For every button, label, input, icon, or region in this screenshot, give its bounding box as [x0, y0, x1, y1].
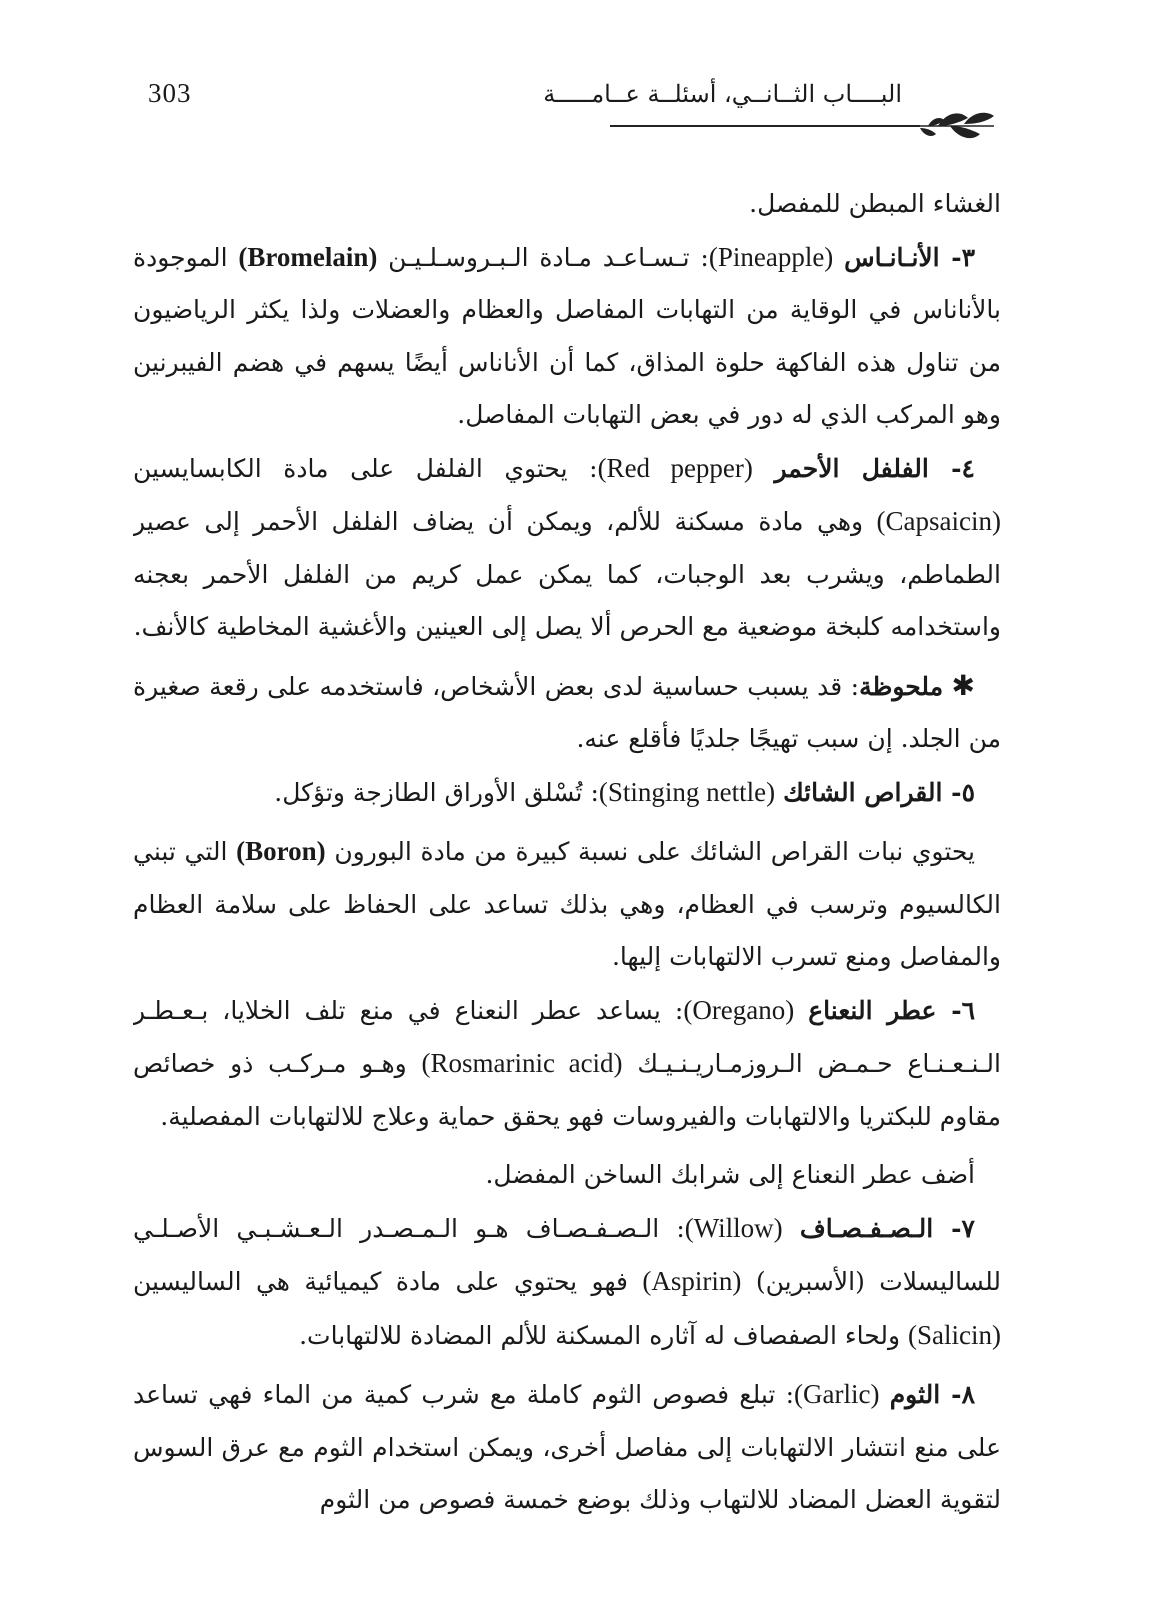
term-english: (Aspirin) — [642, 1266, 742, 1296]
paragraph-text: الـصـفـصـاف هـو الـمـصـدر الـعـشـبـي الأصـلـي للساليسلات (الأسبرين) — [133, 1213, 1001, 1296]
note-label: ملحوظة — [859, 671, 944, 701]
paragraph-garlic — [133, 1368, 1001, 1527]
colon: : — [850, 671, 860, 701]
term-english: (Red pepper) — [597, 452, 753, 483]
paragraph-text: يساعد عطر النعناع في منع تلف الخلايا، بـعـطـر الـنـعـنـاع حـمـض الـروزمـاريـنـيـك — [133, 995, 1001, 1078]
colon: : — [785, 1380, 795, 1409]
colon: : — [590, 777, 599, 807]
colon: : — [700, 242, 709, 272]
paragraph-text: ولحاء الصفصاف له آثاره المسكنة للألم المضادة للالتهابات. — [299, 1320, 901, 1350]
paragraph-boron — [133, 825, 1001, 984]
paragraph-text: التي تبني الكالسيوم وترسب في العظام، وهي بذلك تساعد على الحفاظ على سلامة العظام والمفاصل ومنع تسرب الالتهابات إليها. — [133, 837, 1001, 971]
paragraph-red-pepper — [133, 442, 1001, 654]
paragraph-text: قد يسبب حساسية لدى بعض الأشخاص، فاستخدمه على رقعة صغيرة من الجلد. إن سبب تهيجًا جلديًا فأقلع عنه. — [133, 671, 1001, 753]
paragraph-continuation: الغشاء المبطن للمفصل. — [749, 189, 1001, 218]
term-english: (Stinging nettle) — [598, 776, 776, 807]
paragraph-willow — [133, 1202, 1001, 1363]
paragraph-text: تُسْلق الأوراق الطازجة وتؤكل. — [274, 777, 583, 807]
paragraph-text: الموجودة بالأناناس في الوقاية من التهابات المفاصل والعظام والعضلات ولذا يكثر الرياضيون من تناول هذه الفاكهة حلوة المذاق، كما أن الأناناس أيضًا يسهم في هضم الفيبرنين وهو المركب الذي له دور في بعض التهابات المفاصل. — [133, 242, 1001, 429]
paragraph-stinging-nettle — [133, 766, 1001, 820]
colon: : — [589, 453, 598, 483]
paragraph-text: فهو يحتوي على مادة كيميائية هي الساليسين — [133, 1267, 628, 1296]
paragraph-text: وهي مادة مسكنة للألم، ويمكن أن يضاف الفلفل الأحمر إلى عصير الطماطم، ويشرب بعد الوجبات، كما يمكن عمل كريم من الفلفل الأحمر بعجنه واستخدامه كلبخة موضعية مع الحرص ألا يصل إلى العينين والأغشية المخاطية كالأنف. — [133, 507, 1001, 641]
paragraph-text: تـسـاعـد مـادة الـبـروسـلـيـن — [388, 242, 690, 272]
star-icon: ✱ — [951, 668, 976, 702]
running-header-title: البــــاب الثــانــي، أسئلــة عــامـــــة — [543, 80, 902, 108]
item-number-heading: ٥- القراص الشائك — [783, 777, 975, 807]
colon: : — [676, 1213, 685, 1243]
paragraph-text: تبلع فصوص الثوم كاملة مع شرب كمية من الماء فهي تساعد على منع انتشار الالتهابات إلى مفاصل أخرى، ويمكن استخدام الثوم مع عرق السوس لتقوية العضل المضاد للالتهاب وذلك بوضع خمسة فصوص من الثوم — [133, 1380, 1001, 1514]
main-text — [133, 178, 1001, 1568]
item-number-heading: ٨- الثوم — [889, 1380, 975, 1409]
term-english: (Garlic) — [794, 1379, 880, 1409]
item-number-heading: ٧- الـصـفـصـاف — [799, 1213, 975, 1243]
item-number-heading: ٦- عطر النعناع — [808, 995, 976, 1025]
term-english: (Oregano) — [683, 994, 795, 1025]
colon: : — [674, 995, 684, 1025]
paragraph-oregano-tip: أضف عطر النعناع إلى شرابك الساخن المفضل. — [485, 1160, 975, 1189]
paragraph-pineapple — [133, 231, 1001, 442]
term-english: (Bromelain) — [238, 241, 378, 272]
item-number-heading: ٤- الفلفل الأحمر — [774, 453, 975, 483]
paragraph-text: يحتوي الفلفل على مادة الكابسايسين — [133, 453, 568, 483]
term-english: (Capsaicin) — [876, 506, 1001, 536]
paragraph-text: يحتوي نبات القراص الشائك على نسبة كبيرة من مادة البورون — [334, 837, 975, 866]
paragraph-text: وهـو مـركـب ذو خصائص مقاوم للبكتريا والالتهابات والفيروسات فهو يحقق حماية وعلاج للالتهابات المفصلية. — [133, 1049, 1001, 1131]
header-rule — [610, 125, 920, 127]
term-english: (Boron) — [236, 836, 326, 866]
page-number: 303 — [148, 78, 192, 108]
term-english: (Rosmarinic acid) — [421, 1048, 623, 1078]
term-english: (Salicin) — [908, 1319, 1001, 1350]
term-english: (Pineapple) — [708, 241, 834, 272]
paragraph-oregano — [133, 984, 1001, 1144]
paragraph-note — [133, 660, 1001, 766]
item-number-heading: ٣- الأنـانـاس — [844, 242, 976, 272]
leaf-sprig-icon — [898, 104, 998, 148]
term-english: (Willow) — [684, 1212, 783, 1243]
